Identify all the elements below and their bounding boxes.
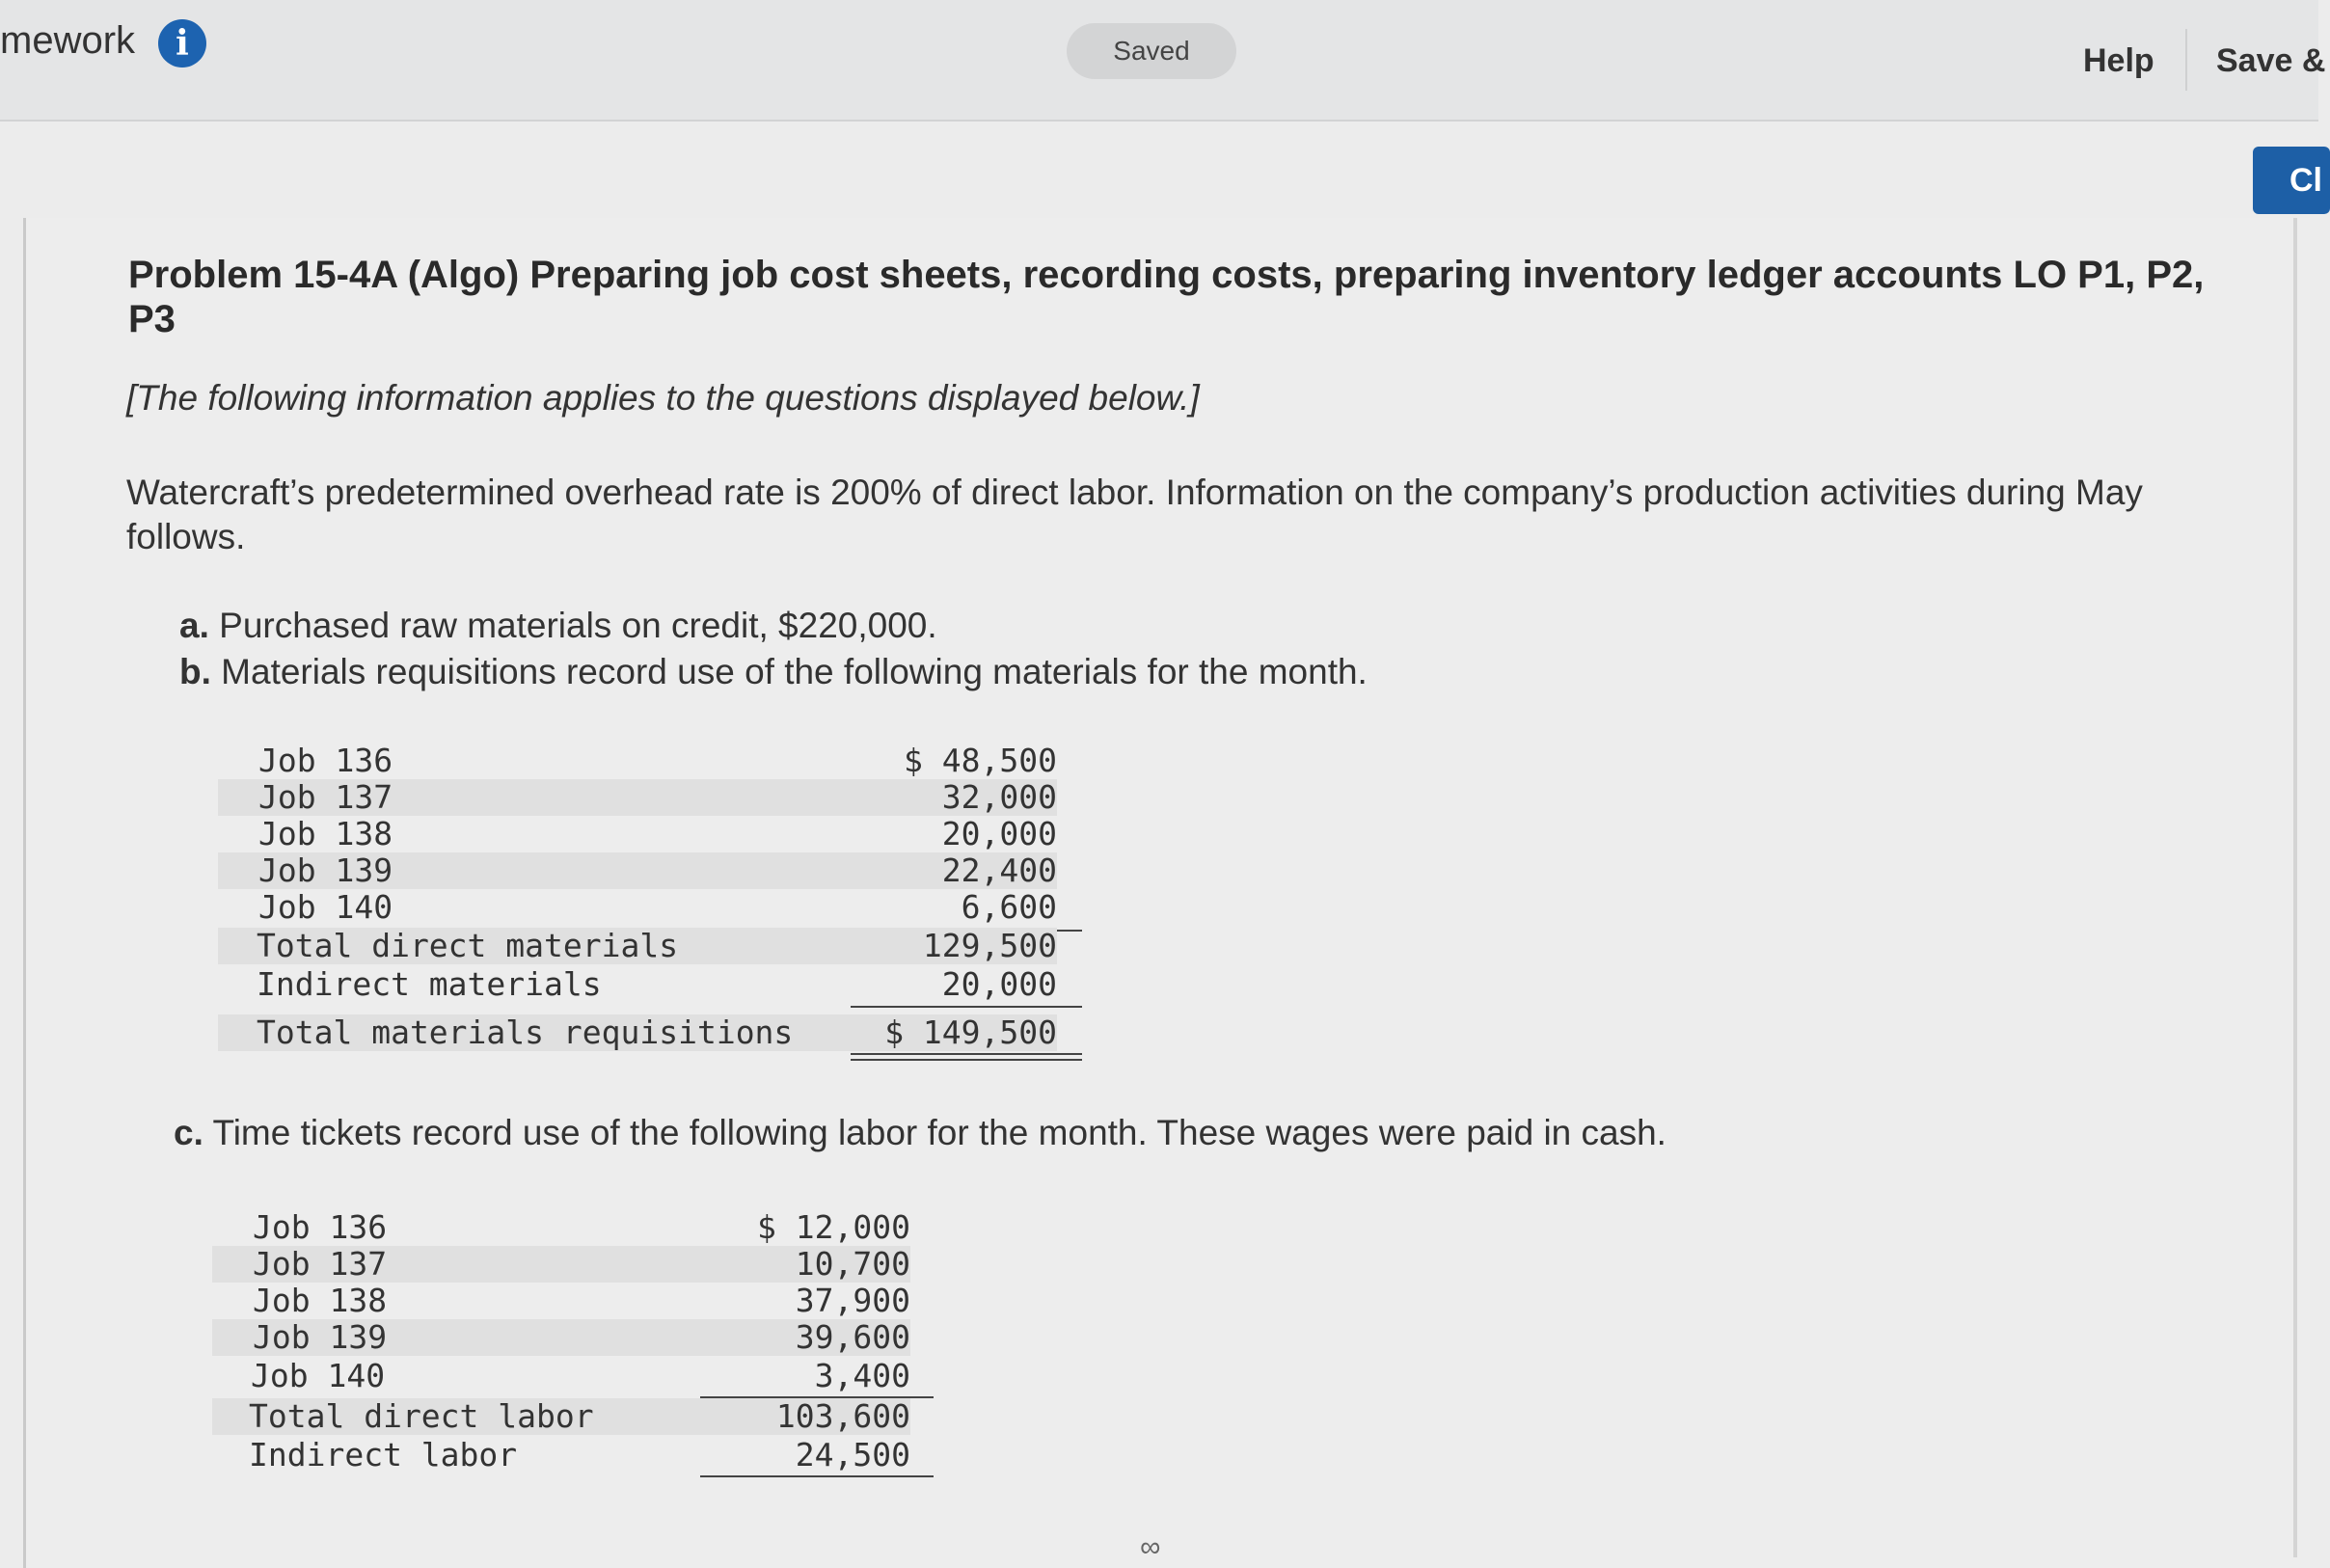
row-value: 6,600 xyxy=(961,888,1057,926)
problem-intro: [The following information applies to the questions displayed below.] xyxy=(126,378,1200,418)
row-value: 22,400 xyxy=(941,852,1057,889)
row-label: Indirect materials xyxy=(257,965,602,1003)
row-label: Job 137 xyxy=(258,778,393,816)
item-text: Materials requisitions record use of the following materials for the month. xyxy=(221,652,1368,691)
panel-right-edge xyxy=(2293,218,2297,1557)
row-label: Job 138 xyxy=(253,1282,388,1319)
subtotal-rule xyxy=(851,1006,1082,1008)
row-label: Job 136 xyxy=(253,1208,388,1246)
save-exit-button[interactable]: Save & xyxy=(2216,42,2326,79)
row-value: 24,500 xyxy=(795,1436,910,1473)
row-value: 10,700 xyxy=(795,1245,910,1283)
help-button[interactable]: Help xyxy=(2083,42,2154,79)
item-c xyxy=(174,1113,1666,1153)
link-icon: ∞ xyxy=(1140,1531,1161,1563)
top-bar xyxy=(0,0,2326,122)
subtotal-rule xyxy=(700,1475,934,1477)
double-rule-top xyxy=(851,1053,1082,1055)
table-row xyxy=(212,1398,910,1435)
table-row xyxy=(212,1283,910,1319)
row-value: 3,400 xyxy=(814,1357,910,1394)
row-value: $ 48,500 xyxy=(904,742,1057,779)
table-row xyxy=(218,1014,1057,1051)
row-label: Job 137 xyxy=(253,1245,388,1283)
materials-table xyxy=(218,743,1082,1061)
row-label: Job 136 xyxy=(258,742,393,779)
table-row xyxy=(212,1358,910,1394)
table-row xyxy=(218,966,1057,1003)
table-row xyxy=(218,852,1057,889)
row-label: Job 139 xyxy=(258,852,393,889)
row-label: Total materials requisitions xyxy=(257,1014,794,1051)
row-value: 32,000 xyxy=(941,778,1057,816)
table-row xyxy=(218,928,1057,964)
row-value: $ 149,500 xyxy=(884,1014,1057,1051)
table-row xyxy=(212,1209,910,1246)
check-my-work-button[interactable]: Cl xyxy=(2253,147,2330,214)
item-a xyxy=(179,606,937,646)
assignment-title: mework xyxy=(0,19,136,62)
row-value: $ 12,000 xyxy=(757,1208,910,1246)
table-row xyxy=(212,1437,910,1473)
row-label: Total direct labor xyxy=(249,1397,594,1435)
header-divider xyxy=(2185,29,2187,91)
row-label: Job 140 xyxy=(251,1357,386,1394)
row-value: 20,000 xyxy=(941,815,1057,852)
table-row xyxy=(212,1246,910,1283)
row-label: Job 138 xyxy=(258,815,393,852)
row-value: 129,500 xyxy=(922,927,1057,964)
row-label: Job 140 xyxy=(258,888,393,926)
table-row xyxy=(212,1319,910,1356)
row-label: Indirect labor xyxy=(249,1436,518,1473)
table-row xyxy=(218,889,1057,926)
table-row xyxy=(218,743,1057,779)
item-letter: c. xyxy=(174,1113,203,1152)
problem-description: Watercraft’s predetermined overhead rate is 200% of direct labor. Information on the company’s production activities during May follows. xyxy=(126,473,2143,556)
labor-table xyxy=(212,1209,934,1479)
table-row xyxy=(218,816,1057,852)
problem-title: Problem 15-4A (Algo) Preparing job cost sheets, recording costs, preparing inventory ledger accounts LO P1, P2, P3 xyxy=(128,254,2205,340)
info-icon[interactable]: i xyxy=(158,19,206,68)
row-value: 39,600 xyxy=(795,1318,910,1356)
item-letter: a. xyxy=(179,606,209,645)
row-value: 103,600 xyxy=(775,1397,910,1435)
item-b xyxy=(179,652,1368,692)
item-text: Time tickets record use of the following labor for the month. These wages were paid in cash. xyxy=(212,1113,1666,1152)
table-row xyxy=(218,779,1057,816)
row-label: Job 139 xyxy=(253,1318,388,1356)
row-value: 37,900 xyxy=(795,1282,910,1319)
saved-status-badge: Saved xyxy=(1067,23,1236,79)
double-rule-bottom xyxy=(851,1059,1082,1061)
item-text: Purchased raw materials on credit, $220,000. xyxy=(219,606,937,645)
item-letter: b. xyxy=(179,652,211,691)
row-value: 20,000 xyxy=(941,965,1057,1003)
row-label: Total direct materials xyxy=(257,927,679,964)
